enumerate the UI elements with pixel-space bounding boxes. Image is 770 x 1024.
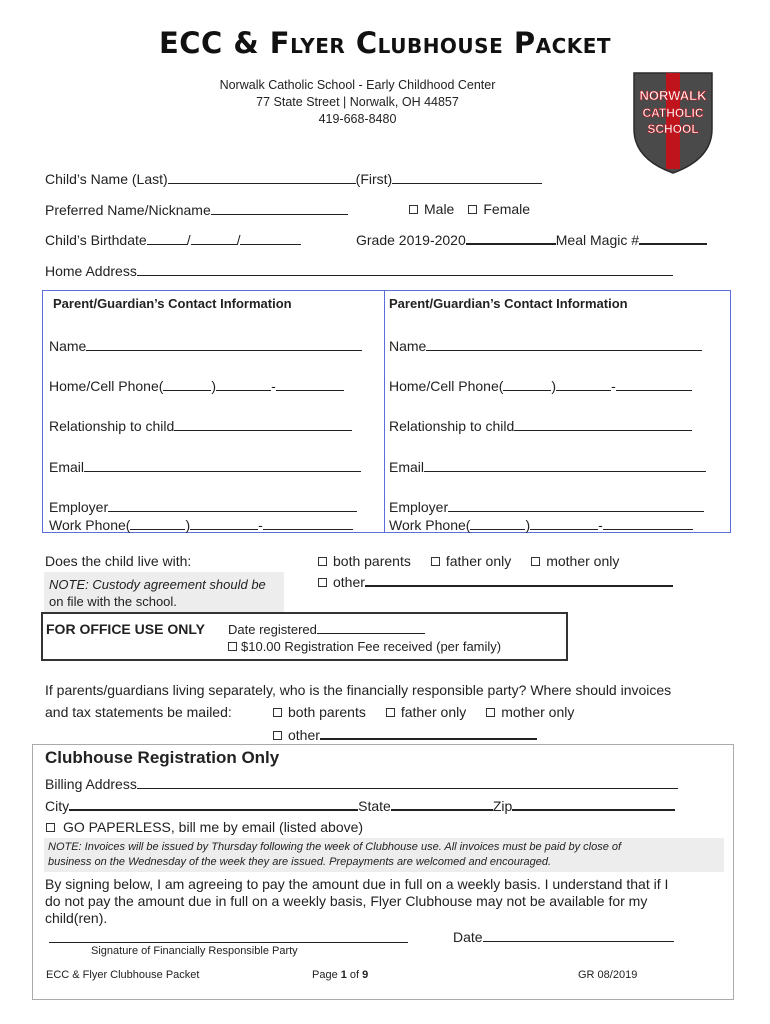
living-father-checkbox[interactable] <box>431 557 440 566</box>
guardian1-phone-prefix-field[interactable] <box>216 377 271 391</box>
signature-caption: Signature of Financially Responsible Party <box>91 945 298 957</box>
guardian1-name-row <box>49 337 362 354</box>
date-registered-field[interactable] <box>317 622 425 634</box>
billing-address-field[interactable] <box>137 775 678 789</box>
guardian2-phone-area-field[interactable] <box>503 377 551 391</box>
guardian1-employer-label: Employer <box>49 499 109 515</box>
office-use-heading: FOR OFFICE USE ONLY <box>46 621 205 637</box>
guardian2-email-field[interactable] <box>424 458 706 472</box>
guardian2-name-label: Name <box>389 338 427 354</box>
agreement-line3: child(ren). <box>45 910 108 926</box>
guardian1-phone-line-field[interactable] <box>276 377 344 391</box>
logo-text-2: CATHOLIC <box>642 106 704 120</box>
school-name: Norwalk Catholic School - Early Childhood Center <box>219 78 496 92</box>
nickname-label: Preferred Name/Nickname <box>45 202 211 218</box>
guardian1-work-phone-line-field[interactable] <box>263 516 353 530</box>
birth-month-field[interactable] <box>147 231 187 245</box>
female-label: Female <box>483 201 531 217</box>
meal-magic-field[interactable] <box>639 231 707 245</box>
financial-both-checkbox[interactable] <box>273 708 282 717</box>
guardian1-employer-row <box>49 498 357 515</box>
page-title: ECC & Flyer Clubhouse Packet <box>158 26 612 60</box>
contact-column-divider <box>384 291 385 532</box>
guardian1-email-row <box>49 458 361 475</box>
zip-field[interactable] <box>512 797 675 811</box>
paperless-label: GO PAPERLESS, bill me by email (listed above) <box>63 819 364 835</box>
financial-other-field[interactable] <box>320 726 537 740</box>
zip-label: Zip <box>492 798 513 814</box>
invoice-note-line1: NOTE: Invoices will be issued by Thursday following the week of Clubhouse use. All invoices must be paid by close of <box>48 841 622 853</box>
footer-title: ECC & Flyer Clubhouse Packet <box>46 969 200 981</box>
living-question: Does the child live with: <box>45 553 192 569</box>
living-other-field[interactable] <box>365 573 673 587</box>
guardian2-work-phone-area-field[interactable] <box>470 516 525 530</box>
guardian2-phone-prefix-field[interactable] <box>556 377 611 391</box>
page-number: Page 1 of 9 <box>312 969 369 981</box>
guardian2-work-phone-label: Work Phone <box>389 517 466 533</box>
financial-other-label: other <box>288 727 320 743</box>
guardian2-work-phone-row: Work Phone( ) - <box>389 516 693 533</box>
home-address-row <box>45 262 673 279</box>
guardian2-work-phone-line-field[interactable] <box>603 516 693 530</box>
signature-date-label: Date <box>453 929 483 945</box>
financial-both-label: both parents <box>288 704 366 720</box>
guardian2-employer-row <box>389 498 704 515</box>
logo-text-1: NORWALK <box>639 88 707 103</box>
child-name-label: Child’s Name (Last) <box>45 171 168 187</box>
birth-day-field[interactable] <box>191 231 237 245</box>
city-state-zip-row <box>45 797 675 814</box>
grade-label: Grade 2019-2020 <box>356 232 466 248</box>
living-mother-checkbox[interactable] <box>531 557 540 566</box>
guardian2-relationship-row <box>389 417 692 434</box>
male-checkbox[interactable] <box>409 205 418 214</box>
date-registered-label: Date registered <box>228 622 317 637</box>
home-address-label: Home Address <box>45 263 137 279</box>
guardian1-name-label: Name <box>49 338 87 354</box>
financial-father-label: father only <box>400 704 467 720</box>
school-phone: 419-668-8480 <box>318 112 397 126</box>
guardian1-relationship-label: Relationship to child <box>49 418 175 434</box>
child-name-row <box>45 170 542 187</box>
guardian1-name-field[interactable] <box>86 337 362 351</box>
financial-other-row <box>273 726 537 743</box>
guardian2-email-row <box>389 458 706 475</box>
living-other-checkbox[interactable] <box>318 578 327 587</box>
invoice-note-line2: business on the Wednesday of the week they are issued. Prepayments are welcomed and encouraged. <box>48 856 552 868</box>
guardian1-employer-field[interactable] <box>108 498 357 512</box>
birthdate-row <box>45 231 301 248</box>
living-other-label: other <box>333 574 365 590</box>
living-both-checkbox[interactable] <box>318 557 327 566</box>
financial-father-checkbox[interactable] <box>386 708 395 717</box>
agreement-line2: do not pay the amount due in full on a weekly basis, Flyer Clubhouse may not be available for my <box>45 893 648 909</box>
birth-year-field[interactable] <box>240 231 301 245</box>
registration-fee-checkbox[interactable] <box>228 642 237 651</box>
city-field[interactable] <box>69 797 358 811</box>
custody-note-line2: on file with the school. <box>49 594 177 609</box>
living-both-label: both parents <box>333 553 411 569</box>
date-registered-row <box>228 622 425 637</box>
school-address: 77 State Street | Norwalk, OH 44857 <box>256 95 459 109</box>
guardian1-work-phone-label: Work Phone <box>49 517 126 533</box>
guardian2-relationship-field[interactable] <box>514 417 692 431</box>
guardian2-employer-label: Employer <box>389 499 449 515</box>
financial-options-row <box>273 704 574 720</box>
billing-address-row <box>45 775 678 792</box>
guardian1-phone-area-field[interactable] <box>163 377 211 391</box>
meal-magic-label: Meal Magic # <box>555 232 640 248</box>
guardian2-name-row <box>389 337 702 354</box>
guardian1-relationship-field[interactable] <box>174 417 352 431</box>
signature-date-field[interactable] <box>483 928 674 942</box>
guardian1-work-phone-area-field[interactable] <box>130 516 185 530</box>
living-options-row <box>318 553 619 569</box>
financial-question-line2: and tax statements be mailed: <box>45 704 232 720</box>
registration-fee-label: $10.00 Registration Fee received (per family) <box>241 639 502 654</box>
grade-row <box>356 231 707 248</box>
financial-mother-checkbox[interactable] <box>486 708 495 717</box>
state-field[interactable] <box>391 797 493 811</box>
financial-other-checkbox[interactable] <box>273 731 282 740</box>
logo-text-3: SCHOOL <box>647 122 699 136</box>
birthdate-slash-1: / <box>186 232 191 248</box>
guardian2-employer-field[interactable] <box>448 498 704 512</box>
guardian2-relationship-label: Relationship to child <box>389 418 515 434</box>
registration-fee-row <box>228 639 501 654</box>
guardian2-phone-row: Home/Cell Phone( ) - <box>389 377 692 394</box>
billing-address-label: Billing Address <box>45 776 137 792</box>
home-address-field[interactable] <box>137 262 673 276</box>
birthdate-label: Child’s Birthdate <box>45 232 147 248</box>
grade-field[interactable] <box>466 231 556 245</box>
signature-date-row <box>453 928 674 945</box>
city-label: City <box>45 798 70 814</box>
custody-note-line1: NOTE: Custody agreement should be <box>49 577 266 592</box>
male-label: Male <box>424 201 455 217</box>
signature-field[interactable] <box>49 942 408 943</box>
child-first-name-field[interactable] <box>392 170 542 184</box>
paperless-checkbox[interactable] <box>46 823 55 832</box>
financial-question-line1: If parents/guardians living separately, who is the financially responsible party? Where should invoices <box>45 682 672 698</box>
registration-heading: Clubhouse Registration Only <box>45 748 280 767</box>
guardian1-relationship-row <box>49 417 352 434</box>
child-first-label: (First) <box>355 171 393 187</box>
financial-mother-label: mother only <box>501 704 575 720</box>
living-mother-label: mother only <box>546 553 620 569</box>
guardian2-heading: Parent/Guardian’s Contact Information <box>389 296 628 311</box>
paperless-row <box>45 819 363 835</box>
guardian2-name-field[interactable] <box>426 337 702 351</box>
living-father-label: father only <box>445 553 512 569</box>
contact-information-table <box>42 290 731 533</box>
guardian2-phone-line-field[interactable] <box>616 377 692 391</box>
footer-revision: GR 08/2019 <box>578 969 638 981</box>
guardian1-phone-row: Home/Cell Phone( ) - <box>49 377 344 394</box>
guardian1-work-phone-row: Work Phone( ) - <box>49 516 353 533</box>
agreement-line1: By signing below, I am agreeing to pay the amount due in full on a weekly basis. I understand that if I <box>45 876 669 892</box>
nickname-field[interactable] <box>211 201 348 215</box>
guardian1-phone-label: Home/Cell Phone <box>49 378 159 394</box>
state-label: State <box>358 798 391 814</box>
child-last-name-field[interactable] <box>168 170 356 184</box>
guardian2-email-label: Email <box>389 459 425 475</box>
guardian1-heading: Parent/Guardian’s Contact Information <box>53 296 292 311</box>
gender-row <box>409 201 530 217</box>
living-other-row <box>318 573 673 590</box>
birthdate-slash-2: / <box>236 232 241 248</box>
guardian2-phone-label: Home/Cell Phone <box>389 378 499 394</box>
guardian1-email-label: Email <box>49 459 85 475</box>
guardian2-work-phone-prefix-field[interactable] <box>530 516 598 530</box>
school-logo <box>632 71 714 175</box>
guardian1-work-phone-prefix-field[interactable] <box>190 516 258 530</box>
nickname-row <box>45 201 348 218</box>
female-checkbox[interactable] <box>468 205 477 214</box>
guardian1-email-field[interactable] <box>84 458 361 472</box>
